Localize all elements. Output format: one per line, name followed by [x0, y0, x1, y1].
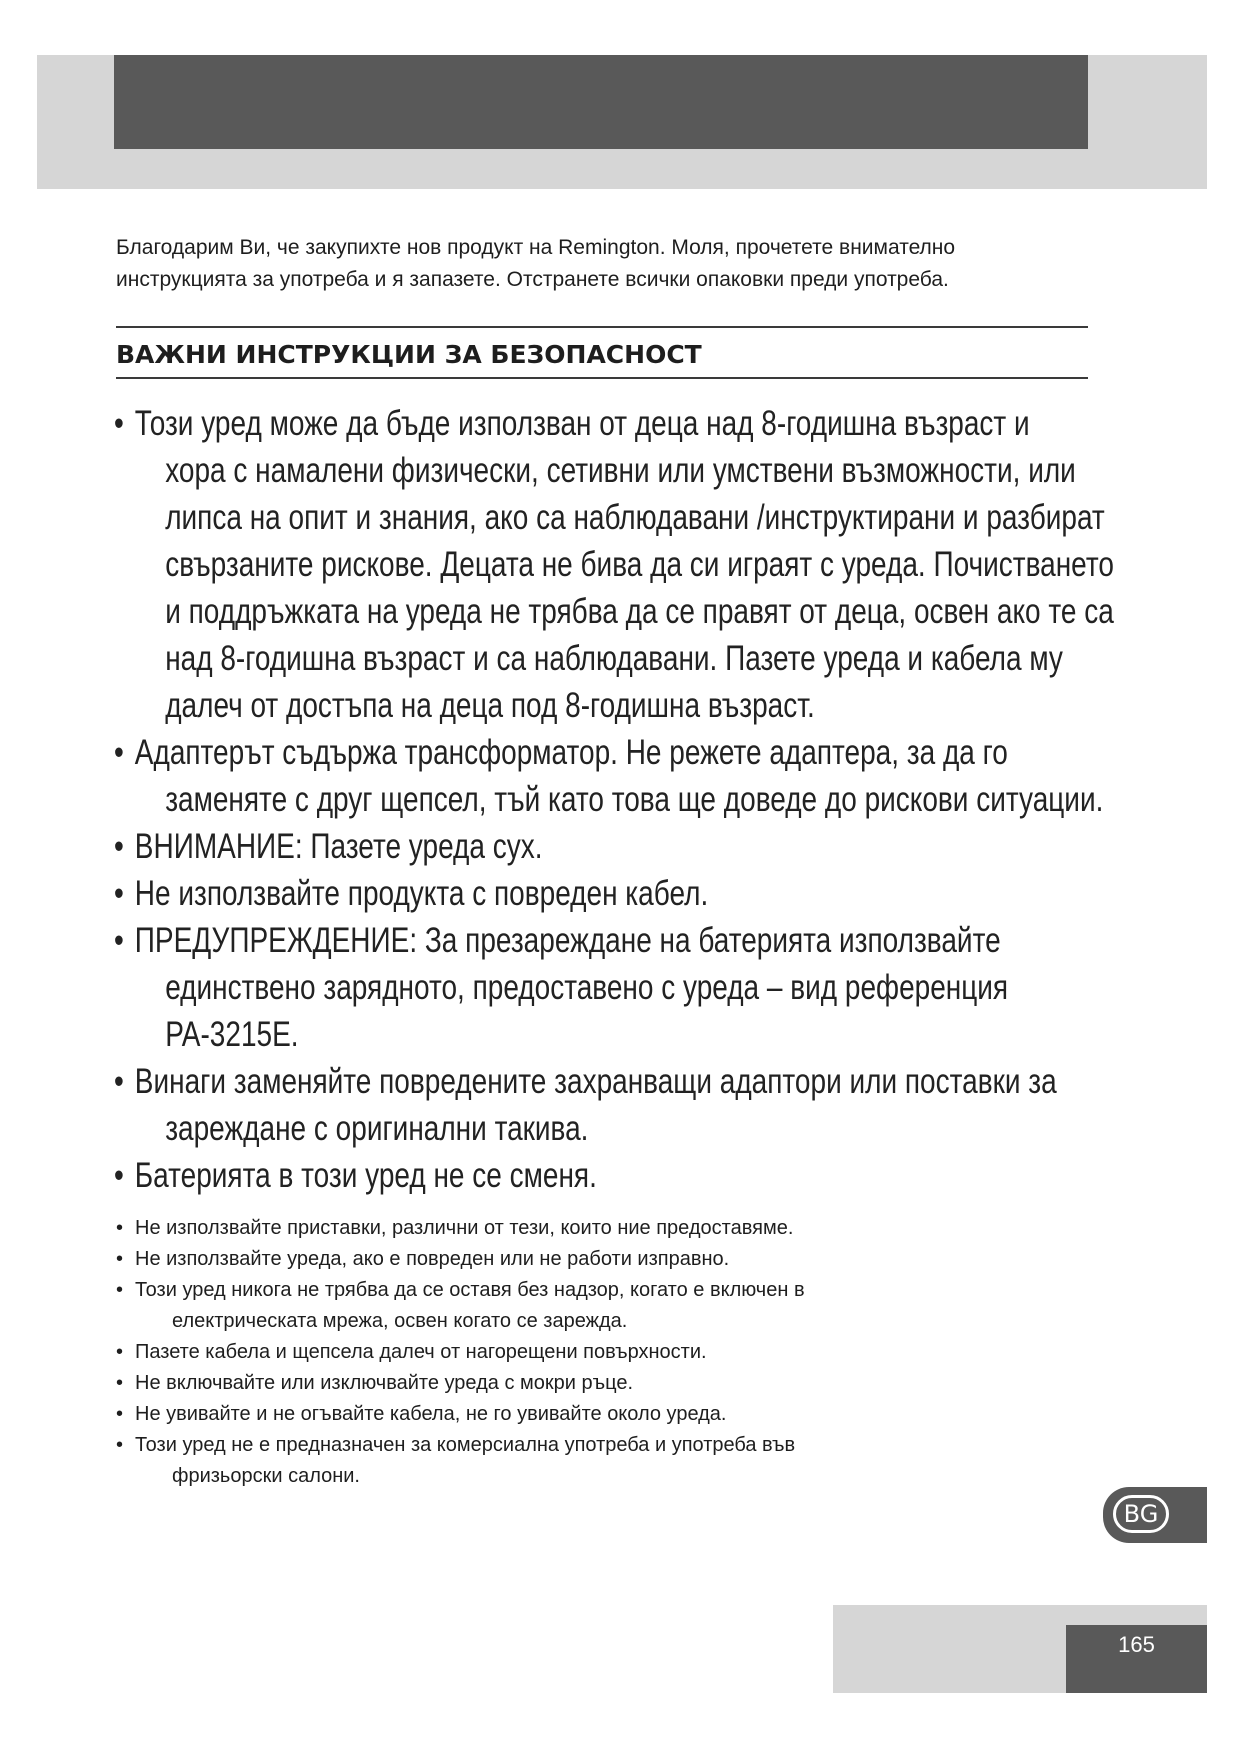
bullet-icon: • [116, 1434, 124, 1456]
list-item [116, 1399, 1096, 1430]
list-item-line: Не увивайте и не огъвайте кабела, не го увивайте около уреда. [135, 1403, 727, 1425]
list-item [114, 917, 1127, 1058]
language-badge: BG [1113, 1495, 1169, 1533]
bullet-icon: • [116, 1341, 124, 1363]
safety-list-large [114, 400, 1114, 1199]
list-item-line: Този уред може да бъде използван от деца над 8-годишна възраст и [134, 404, 1030, 443]
list-item-line: свързаните рискове. Децата не бива да си играят с уреда. Почистването [165, 545, 1114, 584]
list-item [114, 1152, 1127, 1199]
list-item [116, 1430, 1096, 1492]
list-item-line: и поддръжката на уреда не трябва да се правят от деца, освен ако те са [165, 592, 1114, 631]
heading-rule-top [116, 326, 1088, 328]
list-item-line: над 8-годишна възраст и са наблюдавани. Пазете уреда и кабела му [165, 639, 1063, 678]
list-item-line: Адаптерът съдържа трансформатор. Не режете адаптера, за да го [134, 733, 1008, 772]
list-item [114, 729, 1127, 823]
list-item-line: зареждане с оригинални такива. [165, 1109, 589, 1148]
list-item [114, 823, 1127, 870]
list-item [116, 1275, 1096, 1337]
list-item-line: Не използвайте уреда, ако е повреден или не работи изправно. [135, 1248, 730, 1270]
heading-rule-bottom [116, 377, 1088, 379]
header-bar [114, 55, 1088, 149]
list-item-line: Не използвайте продукта с повреден кабел. [134, 874, 709, 913]
list-item-line: Не използвайте приставки, различни от тези, които ние предоставяме. [135, 1217, 794, 1239]
list-item-line: липса на опит и знания, ако са наблюдавани /инструктирани и разбират [165, 498, 1105, 537]
list-item-line: далеч от достъпа на деца под 8-годишна възраст. [165, 686, 815, 725]
bullet-icon: • [114, 874, 124, 913]
bullet-icon: • [116, 1279, 124, 1301]
list-item-line: Винаги заменяйте повредените захранващи адаптори или поставки за [134, 1062, 1057, 1101]
bullet-icon: • [114, 827, 124, 866]
safety-list-small [116, 1213, 1096, 1492]
list-item-line: ПРЕДУПРЕЖДЕНИЕ: За презареждане на батерията използвайте [134, 921, 1001, 960]
bullet-icon: • [114, 1062, 124, 1101]
list-item-line: Батерията в този уред не се сменя. [134, 1156, 597, 1195]
page-number: 165 [1118, 1632, 1155, 1657]
list-item-line: Този уред не е предназначен за комерсиална употреба и употреба във [135, 1434, 796, 1456]
list-item-line: Не включвайте или изключвайте уреда с мокри ръце. [135, 1372, 634, 1394]
list-item-line: Пазете кабела и щепсела далеч от нагорещени повърхности. [135, 1341, 707, 1363]
list-item-line: фризьорски салони. [172, 1465, 360, 1487]
language-tab [1103, 1487, 1207, 1543]
list-item-line: хора с намалени физически, сетивни или умствени възможности, или [165, 451, 1076, 490]
list-item-line: Този уред никога не трябва да се оставя без надзор, когато е включен в [135, 1279, 805, 1301]
list-item [116, 1337, 1096, 1368]
list-item [114, 870, 1127, 917]
intro-line: инструкцията за употреба и я запазете. Отстранете всички опаковки преди употреба. [116, 268, 949, 291]
list-item [116, 1213, 1096, 1244]
list-item-line: PA-3215E. [165, 1015, 299, 1054]
intro-line: Благодарим Ви, че закупихте нов продукт на Remington. Моля, прочетете внимателно [116, 236, 956, 259]
section-heading: ВАЖНИ ИНСТРУКЦИИ ЗА БЕЗОПАСНОСТ [116, 340, 702, 369]
bullet-icon: • [116, 1372, 124, 1394]
list-item-line: заменяте с друг щепсел, тъй като това ще доведе до рискови ситуации. [165, 780, 1104, 819]
bullet-icon: • [114, 404, 124, 443]
bullet-icon: • [114, 733, 124, 772]
list-item [114, 1058, 1127, 1152]
list-item [116, 1244, 1096, 1275]
list-item-line: ВНИМАНИЕ: Пазете уреда сух. [134, 827, 543, 866]
list-item-line: единствено зарядното, предоставено с уреда – вид референция [165, 968, 1009, 1007]
list-item-line: електрическата мрежа, освен когато се зарежда. [172, 1310, 628, 1332]
bullet-icon: • [114, 921, 124, 960]
bullet-icon: • [114, 1156, 124, 1195]
bullet-icon: • [116, 1217, 124, 1239]
bullet-icon: • [116, 1403, 124, 1425]
intro-paragraph [116, 232, 1076, 296]
list-item [116, 1368, 1096, 1399]
bullet-icon: • [116, 1248, 124, 1270]
list-item [114, 400, 1127, 729]
